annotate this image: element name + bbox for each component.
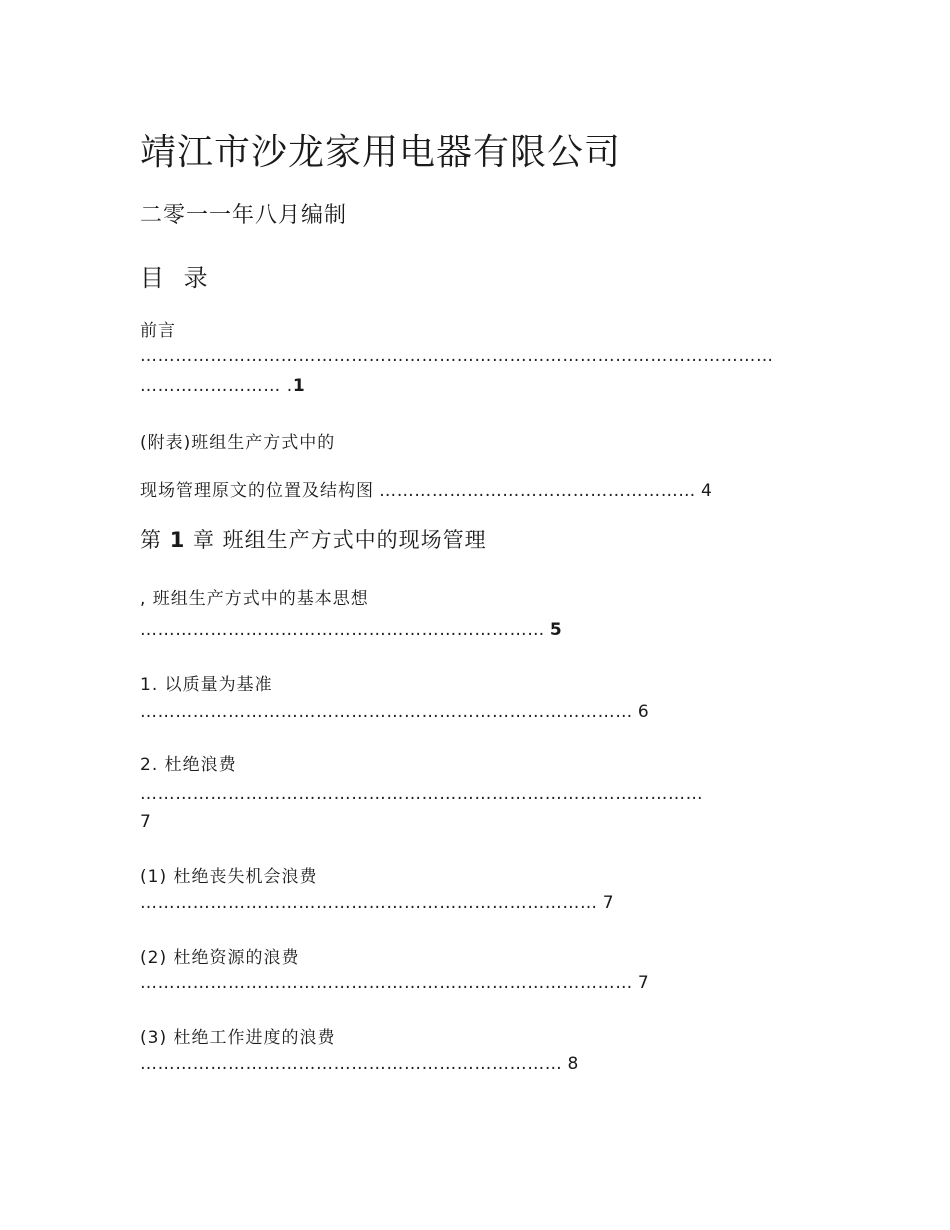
chapter-prefix: 第 <box>140 528 162 552</box>
toc-entry-title: (附表)班组生产方式中的 <box>140 433 336 453</box>
chapter-number: 1 <box>169 528 186 552</box>
company-name: 靖江市沙龙家用电器有限公司 <box>140 132 622 173</box>
chapter-heading <box>140 524 487 554</box>
toc-entry-title: 现场管理原文的位置及结构图 <box>140 481 374 501</box>
toc-entry-line <box>140 476 713 501</box>
toc-leader: ………………………………………………………………………… <box>140 973 633 993</box>
chapter-title: 章 班组生产方式中的现场管理 <box>193 528 487 552</box>
toc-entry-line <box>140 973 650 993</box>
toc-entry-title: (2) 杜绝资源的浪费 <box>140 948 300 968</box>
toc-entry-title: 前言 <box>140 321 176 341</box>
toc-leader: ………………………………………………………………………… <box>140 702 633 722</box>
toc-page-number: 1 <box>292 376 306 396</box>
toc-leader: …………………… . <box>140 376 293 396</box>
toc-leader: ……………………………………………… <box>379 481 696 501</box>
toc-entry-line <box>140 620 563 640</box>
toc-page-number: 8 <box>567 1054 580 1074</box>
toc-entry-line <box>140 702 650 722</box>
toc-leader: …………………………………………………………………………………… <box>140 784 704 804</box>
toc-entry-page-line <box>140 376 306 396</box>
toc-entry-title: (1) 杜绝丧失机会浪费 <box>140 867 318 887</box>
toc-leader: …………………………………………………………… <box>140 620 545 640</box>
toc-entry-line <box>140 893 615 913</box>
toc-leader: ……………………………………………………………………………………………… <box>140 346 774 366</box>
toc-page-number: 6 <box>637 702 650 722</box>
toc-entry-title: 1. 以质量为基准 <box>140 675 273 695</box>
toc-leader: ……………………………………………………………… <box>140 1054 563 1074</box>
toc-entry-line <box>140 1054 579 1074</box>
toc-entry-title: 2. 杜绝浪费 <box>140 755 237 775</box>
toc-entry-title: , 班组生产方式中的基本思想 <box>140 589 369 609</box>
toc-page-number: 7 <box>637 973 650 993</box>
toc-entry-title: (3) 杜绝工作进度的浪费 <box>140 1028 336 1048</box>
toc-page-number: 5 <box>549 620 563 640</box>
toc-title: 目 录 <box>140 264 214 292</box>
toc-page-number: 7 <box>140 812 152 832</box>
toc-page-number: 4 <box>701 481 713 501</box>
toc-leader: …………………………………………………………………… <box>140 893 598 913</box>
compile-date: 二零一一年八月编制 <box>140 203 348 228</box>
toc-page-number: 7 <box>602 893 615 913</box>
